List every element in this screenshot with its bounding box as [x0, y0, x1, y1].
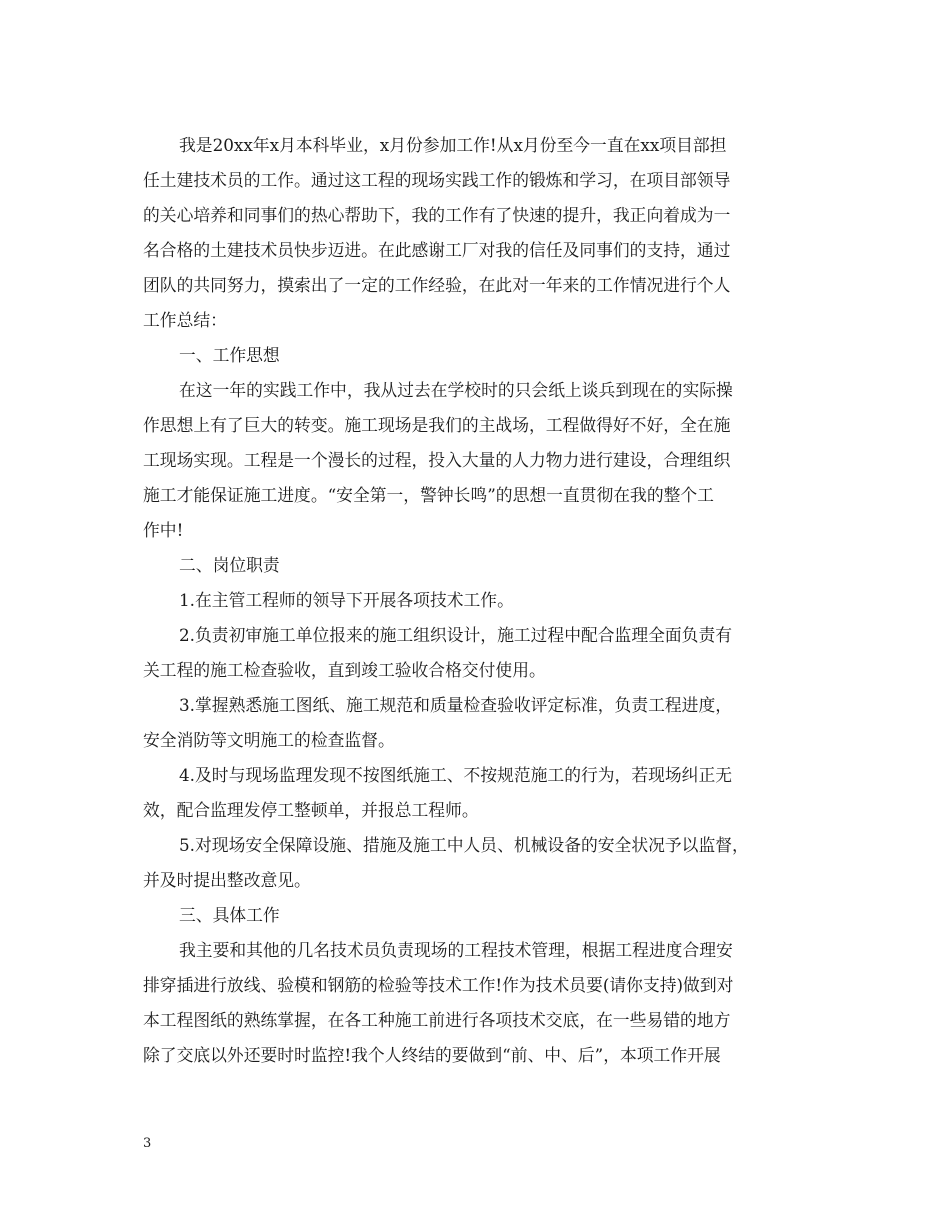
text-line: 任土建技术员的工作。通过这工程的现场实践工作的锻炼和学习，在项目部领导 — [143, 170, 731, 190]
text-line: 我是20xx年x月本科毕业，x月份参加工作!从x月份至今一直在xx项目部担 — [179, 135, 727, 155]
text-line: 关工程的施工检查验收，直到竣工验收合格交付使用。 — [143, 660, 546, 680]
text-line: 的关心培养和同事们的热心帮助下，我的工作有了快速的提升，我正向着成为一 — [143, 205, 731, 225]
text-line: 效，配合监理发停工整顿单，并报总工程师。 — [143, 800, 479, 820]
text-line: 在这一年的实践工作中，我从过去在学校时的只会纸上谈兵到现在的实际操 — [179, 380, 733, 400]
text-line: 我主要和其他的几名技术员负责现场的工程技术管理，根据工程进度合理安 — [179, 940, 733, 960]
text-line: 工作总结： — [143, 310, 227, 330]
text-line: 并及时提出整改意见。 — [143, 870, 311, 890]
text-line: 三、具体工作 — [179, 905, 280, 925]
text-line: 5.对现场安全保障设施、措施及施工中人员、机械设备的安全状况予以监督， — [179, 835, 749, 855]
text-line: 施工才能保证施工进度。“安全第一，警钟长鸣”的思想一直贯彻在我的整个工 — [143, 485, 714, 505]
text-line: 2.负责初审施工单位报来的施工组织设计，施工过程中配合监理全面负责有 — [179, 625, 733, 645]
text-line: 本工程图纸的熟练掌握，在各工种施工前进行各项技术交底，在一些易错的地方 — [143, 1010, 731, 1030]
text-line: 作中! — [143, 520, 184, 540]
text-line: 安全消防等文明施工的检查监督。 — [143, 730, 395, 750]
text-line: 工现场实现。工程是一个漫长的过程，投入大量的人力物力进行建设，合理组织 — [143, 450, 731, 470]
text-line: 一、工作思想 — [179, 345, 280, 365]
document-body — [143, 128, 813, 1073]
text-line: 3.掌握熟悉施工图纸、施工规范和质量检查验收评定标准，负责工程进度， — [179, 695, 733, 715]
text-line: 除了交底以外还要时时监控!我个人终结的要做到“前、中、后”，本项工作开展 — [143, 1045, 721, 1065]
text-line: 团队的共同努力，摸索出了一定的工作经验，在此对一年来的工作情况进行个人 — [143, 275, 731, 295]
text-line: 二、岗位职责 — [179, 555, 280, 575]
page-number: 3 — [143, 1136, 152, 1151]
text-line: 1.在主管工程师的领导下开展各项技术工作。 — [179, 590, 514, 610]
text-line: 排穿插进行放线、验模和钢筋的检验等技术工作!作为技术员要(请你支持)做到对 — [143, 975, 734, 995]
text-line: 4.及时与现场监理发现不按图纸施工、不按规范施工的行为，若现场纠正无 — [179, 765, 733, 785]
text-line: 作思想上有了巨大的转变。施工现场是我们的主战场，工程做得好不好，全在施 — [143, 415, 731, 435]
text-line: 名合格的土建技术员快步迈进。在此感谢工厂对我的信任及同事们的支持，通过 — [143, 240, 731, 260]
